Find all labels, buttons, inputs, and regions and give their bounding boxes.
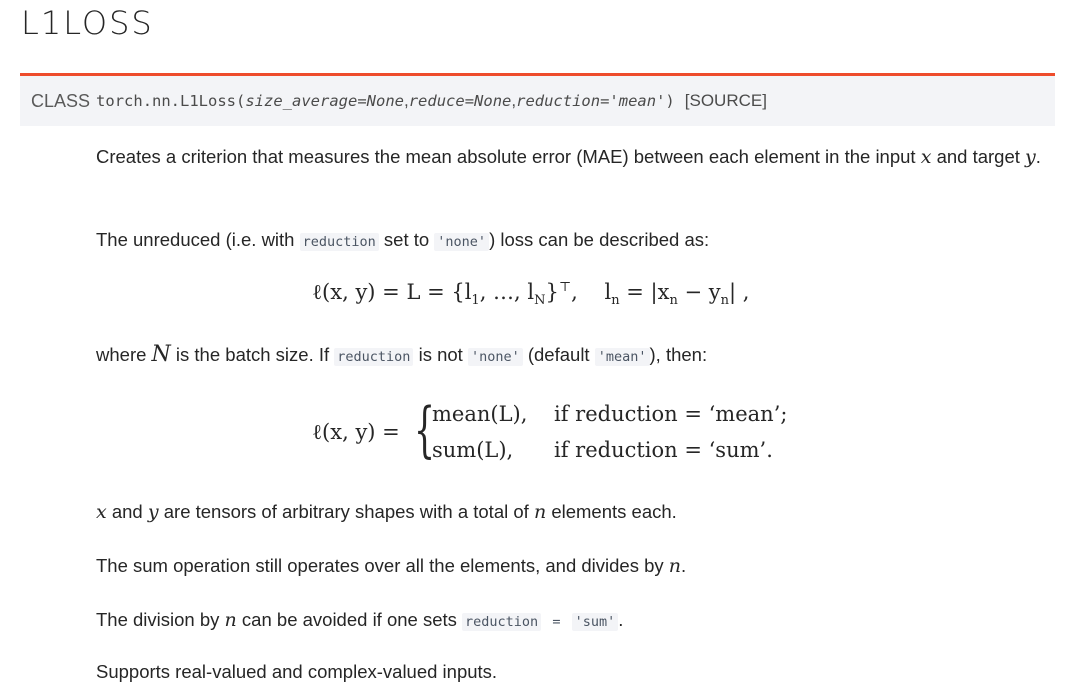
text: and target: [931, 146, 1026, 167]
text: Supports real-valued and complex-valued inputs.: [96, 661, 498, 682]
text: The division by: [96, 609, 225, 630]
math: }: [545, 280, 559, 304]
case-sum-value: sum(L),: [432, 438, 514, 462]
text: can be avoided if one sets: [236, 609, 463, 630]
page-title: L1LOSS: [21, 4, 154, 42]
signature-close: ): [665, 92, 675, 110]
text: are tensors of arbitrary shapes with a total of: [158, 501, 534, 522]
inline-code: 'mean': [595, 348, 650, 366]
text: where: [96, 344, 152, 365]
math-sub: N: [534, 293, 546, 309]
inline-code: reduction: [334, 348, 413, 366]
paragraph-division: [96, 604, 1051, 638]
math-var: N: [151, 342, 171, 367]
math-var: n: [668, 555, 682, 577]
math: ℓ(x, y) =: [312, 420, 400, 444]
math-var: n: [533, 501, 547, 523]
param-size-average: size_average=None: [245, 92, 404, 110]
paragraph-batch: [96, 339, 1051, 373]
param-separator: ,: [403, 91, 409, 110]
math-var: n: [224, 609, 237, 631]
math-sub: n: [611, 293, 620, 309]
math-var: y: [147, 501, 159, 523]
inline-code: 'none': [434, 233, 489, 251]
math: , l: [571, 280, 612, 304]
text: .: [681, 555, 687, 576]
param-reduction: reduction='mean': [516, 92, 666, 110]
math: = |x: [619, 280, 670, 304]
text: The sum operation still operates over all the elements, and divides by: [96, 555, 669, 576]
math: − y: [677, 280, 721, 304]
text: and: [106, 501, 148, 522]
math: , …, l: [479, 280, 535, 304]
paragraph-shapes: [96, 496, 1051, 528]
text: ) loss can be described as:: [489, 229, 710, 250]
formula-unreduced-loss: [312, 280, 749, 308]
math-sub: n: [669, 293, 678, 309]
case-mean-condition: if reduction = ‘mean’;: [554, 402, 788, 426]
math-sub: n: [720, 293, 730, 309]
case-sum-condition: if reduction = ‘sum’.: [554, 438, 773, 462]
text: elements each.: [546, 501, 677, 522]
paragraph-complex: [96, 656, 1051, 687]
math: | ,: [729, 280, 750, 304]
inline-code: reduction: [462, 613, 541, 631]
cases-brace: {: [414, 395, 436, 465]
text: is the batch size. If: [170, 344, 335, 365]
param-reduce: reduce=None: [408, 92, 512, 110]
class-name: torch.nn.L1Loss(: [96, 92, 246, 110]
paragraph-description: [96, 141, 1051, 173]
text: The unreduced (i.e. with: [96, 229, 300, 250]
source-link[interactable]: [SOURCE]: [684, 91, 767, 110]
math: ℓ(x, y) = L = {l: [312, 280, 472, 304]
class-signature: [20, 73, 1055, 126]
class-label: CLASS: [31, 90, 91, 111]
text: ), then:: [649, 344, 708, 365]
text: (default: [522, 344, 595, 365]
math-var: y: [1025, 146, 1036, 168]
text: .: [1035, 146, 1041, 167]
case-mean-value: mean(L),: [432, 402, 528, 426]
param-separator: ,: [511, 91, 517, 110]
math-var: x: [96, 501, 107, 523]
text: set to: [378, 229, 435, 250]
text: is not: [413, 344, 468, 365]
math-var: x: [920, 146, 932, 168]
inline-code: reduction: [300, 233, 379, 251]
paragraph-sum: [96, 550, 1051, 582]
math-sub: 1: [471, 293, 480, 309]
inline-code: 'sum': [572, 613, 619, 631]
math-sup: ⊤: [558, 280, 572, 295]
text: Creates a criterion that measures the mean absolute error (MAE) between each element in the input: [96, 146, 921, 167]
inline-code: 'none': [468, 348, 523, 366]
text: .: [618, 609, 624, 630]
inline-code: =: [544, 614, 569, 630]
paragraph-unreduced: [96, 224, 1051, 258]
